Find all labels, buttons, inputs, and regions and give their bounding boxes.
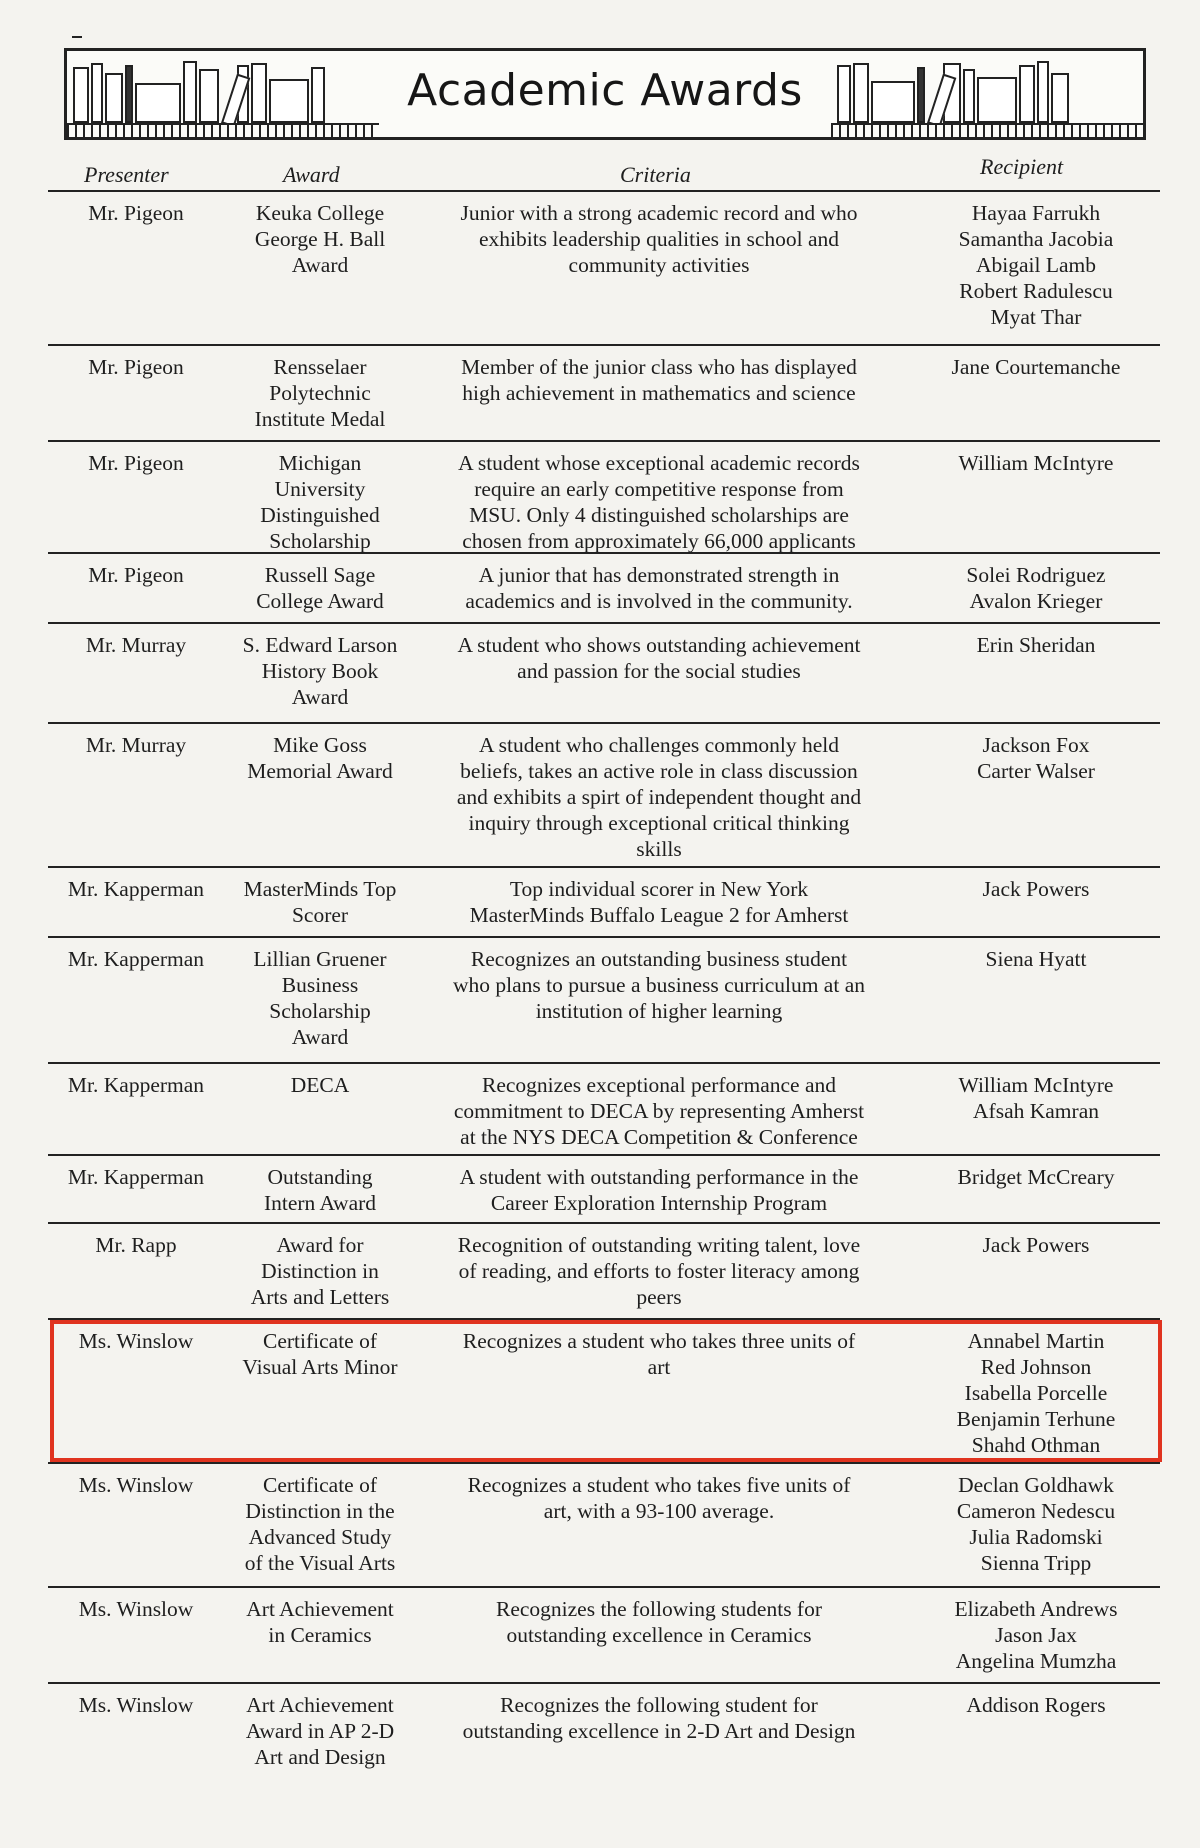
recipient-line: Julia Radomski xyxy=(969,1525,1103,1549)
award-line: Intern Award xyxy=(263,1191,377,1215)
recipient-line: Elizabeth Andrews xyxy=(954,1597,1118,1621)
award-line: Award in AP 2-D xyxy=(245,1719,395,1743)
award-cell xyxy=(220,1232,420,1310)
presenter-line: Mr. Pigeon xyxy=(88,451,184,475)
award-line: Award xyxy=(291,253,349,277)
presenter-line: Mr. Kapperman xyxy=(67,947,205,971)
criteria-line: skills xyxy=(636,837,682,861)
presenter-cell xyxy=(48,562,224,588)
recipient-line: Red Johnson xyxy=(980,1355,1092,1379)
criteria-line: beliefs, takes an active role in class discussion xyxy=(460,759,858,783)
award-cell xyxy=(220,632,420,710)
recipient-line: Myat Thar xyxy=(990,305,1082,329)
award-line: Art Achievement xyxy=(246,1597,394,1621)
award-line: Distinction in xyxy=(261,1259,379,1283)
recipient-cell xyxy=(912,450,1160,476)
award-line: Art Achievement xyxy=(246,1693,394,1717)
criteria-line: A student who shows outstanding achievement xyxy=(457,633,861,657)
criteria-line: Recognition of outstanding writing talent, love xyxy=(457,1233,861,1257)
recipient-cell xyxy=(912,1232,1160,1258)
criteria-cell xyxy=(420,1472,898,1524)
award-line: DECA xyxy=(290,1073,350,1097)
presenter-line: Mr. Rapp xyxy=(95,1233,177,1257)
bookshelf-left-icon xyxy=(67,51,379,137)
award-cell xyxy=(220,732,420,784)
recipient-line: Afsah Kamran xyxy=(973,1099,1099,1123)
criteria-cell xyxy=(420,562,898,614)
recipient-cell xyxy=(912,1072,1160,1124)
award-cell xyxy=(220,1692,420,1770)
award-line: Award xyxy=(291,685,349,709)
award-line: Keuka College xyxy=(255,201,385,225)
award-line: University xyxy=(274,477,366,501)
criteria-line: and passion for the social studies xyxy=(517,659,801,683)
recipient-line: Addison Rogers xyxy=(966,1693,1106,1717)
recipient-line: Samantha Jacobia xyxy=(958,227,1114,251)
recipient-line: Robert Radulescu xyxy=(959,279,1113,303)
recipient-cell xyxy=(912,200,1160,330)
criteria-line: Recognizes the following students for xyxy=(495,1597,823,1621)
award-line: Certificate of xyxy=(262,1329,377,1353)
criteria-cell xyxy=(420,1072,898,1150)
criteria-line: high achievement in mathematics and science xyxy=(462,381,856,405)
criteria-cell xyxy=(420,1232,898,1310)
criteria-line: who plans to pursue a business curriculum at an xyxy=(453,973,865,997)
criteria-cell xyxy=(420,876,898,928)
presenter-cell xyxy=(48,732,224,758)
header-award: Award xyxy=(283,162,340,187)
criteria-line: art, with a 93-100 average. xyxy=(543,1499,775,1523)
recipient-line: Sienna Tripp xyxy=(980,1551,1092,1575)
award-line: MasterMinds Top xyxy=(243,877,397,901)
criteria-line: institution of higher learning xyxy=(535,999,783,1023)
award-line: Arts and Letters xyxy=(250,1285,390,1309)
presenter-line: Mr. Pigeon xyxy=(88,355,184,379)
criteria-line: chosen from approximately 66,000 applicants xyxy=(462,529,856,553)
criteria-line: Recognizes exceptional performance and xyxy=(482,1073,836,1097)
award-line: S. Edward Larson xyxy=(242,633,398,657)
recipient-line: Solei Rodriguez xyxy=(966,563,1106,587)
recipient-cell xyxy=(912,732,1160,784)
presenter-cell xyxy=(48,1072,224,1098)
criteria-line: at the NYS DECA Competition & Conference xyxy=(460,1125,858,1149)
recipient-line: Angelina Mumzha xyxy=(955,1649,1117,1673)
criteria-line: Recognizes an outstanding business student xyxy=(470,947,848,971)
criteria-line: MSU. Only 4 distinguished scholarships are xyxy=(469,503,849,527)
criteria-line: inquiry through exceptional critical thinking xyxy=(468,811,850,835)
table-row xyxy=(48,190,1160,346)
criteria-cell xyxy=(420,200,898,278)
criteria-line: peers xyxy=(636,1285,682,1309)
award-line: Certificate of xyxy=(262,1473,377,1497)
award-line: Advanced Study xyxy=(248,1525,392,1549)
criteria-line: Recognizes a student who takes three units of xyxy=(462,1329,856,1353)
criteria-line: A student whose exceptional academic records xyxy=(458,451,860,475)
recipient-line: Jackson Fox xyxy=(982,733,1090,757)
criteria-cell xyxy=(420,1164,898,1216)
criteria-line: and exhibits a spirt of independent thought and xyxy=(456,785,862,809)
award-cell xyxy=(220,1472,420,1576)
award-line: Visual Arts Minor xyxy=(242,1355,398,1379)
presenter-line: Mr. Pigeon xyxy=(88,563,184,587)
criteria-cell xyxy=(420,1596,898,1648)
table-row xyxy=(48,1222,1160,1320)
award-cell xyxy=(220,876,420,928)
recipient-line: Jason Jax xyxy=(995,1623,1077,1647)
award-line: Scholarship xyxy=(269,999,371,1023)
criteria-line: commitment to DECA by representing Amherst xyxy=(453,1099,865,1123)
header-recipient: Recipient xyxy=(980,154,1064,179)
criteria-line: exhibits leadership qualities in school and xyxy=(478,227,840,251)
table-header xyxy=(48,150,1160,192)
criteria-line: of reading, and efforts to foster literacy among xyxy=(458,1259,860,1283)
criteria-cell xyxy=(420,732,898,862)
criteria-line: art xyxy=(647,1355,671,1379)
recipient-line: William McIntyre xyxy=(958,1073,1114,1097)
presenter-cell xyxy=(48,1164,224,1190)
table-row xyxy=(48,622,1160,724)
criteria-line: academics and is involved in the community. xyxy=(465,589,853,613)
recipient-line: Avalon Krieger xyxy=(969,589,1103,613)
presenter-cell xyxy=(48,354,224,380)
award-line: Distinguished xyxy=(260,503,380,527)
presenter-cell xyxy=(48,632,224,658)
recipient-line: William McIntyre xyxy=(958,451,1114,475)
award-line: Scholarship xyxy=(269,529,371,553)
recipient-cell xyxy=(912,946,1160,972)
recipient-line: Abigail Lamb xyxy=(975,253,1096,277)
presenter-line: Ms. Winslow xyxy=(78,1329,194,1353)
award-line: Art and Design xyxy=(254,1745,386,1769)
award-line: Russell Sage xyxy=(264,563,376,587)
recipient-line: Cameron Nedescu xyxy=(956,1499,1116,1523)
presenter-line: Ms. Winslow xyxy=(78,1473,194,1497)
criteria-line: outstanding excellence in 2-D Art and Design xyxy=(462,1719,856,1743)
recipient-line: Jane Courtemanche xyxy=(951,355,1121,379)
table-row xyxy=(48,936,1160,1064)
recipient-line: Jack Powers xyxy=(982,1233,1090,1257)
presenter-cell xyxy=(48,450,224,476)
recipient-line: Erin Sheridan xyxy=(976,633,1096,657)
recipient-line: Jack Powers xyxy=(982,877,1090,901)
presenter-line: Mr. Kapperman xyxy=(67,1073,205,1097)
recipient-cell xyxy=(912,1164,1160,1190)
award-line: Michigan xyxy=(278,451,362,475)
criteria-cell xyxy=(420,946,898,1024)
presenter-cell xyxy=(48,876,224,902)
recipient-cell xyxy=(912,1596,1160,1674)
criteria-line: Junior with a strong academic record and who xyxy=(460,201,858,225)
award-line: Award for xyxy=(276,1233,364,1257)
recipient-line: Siena Hyatt xyxy=(985,947,1087,971)
table-row xyxy=(48,1154,1160,1224)
recipient-cell xyxy=(912,1692,1160,1718)
award-line: Polytechnic xyxy=(269,381,371,405)
presenter-cell xyxy=(48,946,224,972)
award-cell xyxy=(220,1164,420,1216)
recipient-cell xyxy=(912,562,1160,614)
header-presenter: Presenter xyxy=(84,162,169,187)
criteria-cell xyxy=(420,450,898,554)
criteria-cell xyxy=(420,1328,898,1380)
presenter-cell xyxy=(48,1472,224,1498)
criteria-line: community activities xyxy=(568,253,750,277)
presenter-cell xyxy=(48,200,224,226)
award-line: Outstanding xyxy=(267,1165,373,1189)
recipient-cell xyxy=(912,354,1160,380)
presenter-cell xyxy=(48,1596,224,1622)
page-title: Academic Awards xyxy=(407,65,803,116)
criteria-line: A student with outstanding performance in the xyxy=(459,1165,859,1189)
criteria-line: A junior that has demonstrated strength in xyxy=(478,563,840,587)
presenter-line: Ms. Winslow xyxy=(78,1693,194,1717)
award-line: History Book xyxy=(261,659,379,683)
table-row xyxy=(48,1318,1160,1464)
recipient-line: Declan Goldhawk xyxy=(958,1473,1114,1497)
recipient-cell xyxy=(912,632,1160,658)
criteria-line: Member of the junior class who has displayed xyxy=(461,355,857,379)
recipient-line: Bridget McCreary xyxy=(957,1165,1115,1189)
header-criteria: Criteria xyxy=(620,162,691,187)
recipient-cell xyxy=(912,1472,1160,1576)
presenter-cell xyxy=(48,1692,224,1718)
presenter-line: Mr. Kapperman xyxy=(67,1165,205,1189)
award-line: Rensselaer xyxy=(273,355,367,379)
table-row xyxy=(48,722,1160,868)
award-line: Mike Goss xyxy=(273,733,367,757)
presenter-cell xyxy=(48,1232,224,1258)
award-cell xyxy=(220,946,420,1050)
award-line: Distinction in the xyxy=(245,1499,395,1523)
criteria-cell xyxy=(420,354,898,406)
criteria-line: Recognizes a student who takes five units of xyxy=(467,1473,851,1497)
presenter-line: Ms. Winslow xyxy=(78,1597,194,1621)
presenter-line: Mr. Kapperman xyxy=(67,877,205,901)
award-line: Institute Medal xyxy=(254,407,386,431)
criteria-line: Career Exploration Internship Program xyxy=(490,1191,828,1215)
award-line: College Award xyxy=(256,589,384,613)
criteria-line: Recognizes the following student for xyxy=(500,1693,818,1717)
award-line: in Ceramics xyxy=(268,1623,372,1647)
recipient-line: Benjamin Terhune xyxy=(956,1407,1116,1431)
recipient-line: Annabel Martin xyxy=(967,1329,1105,1353)
criteria-line: MasterMinds Buffalo League 2 for Amherst xyxy=(469,903,849,927)
recipient-line: Carter Walser xyxy=(977,759,1095,783)
table-row xyxy=(48,1682,1160,1790)
criteria-cell xyxy=(420,1692,898,1744)
recipient-line: Isabella Porcelle xyxy=(964,1381,1108,1405)
table-row xyxy=(48,1586,1160,1684)
award-line: Business xyxy=(281,973,359,997)
criteria-cell xyxy=(420,632,898,684)
table-row xyxy=(48,866,1160,938)
presenter-line: Mr. Murray xyxy=(85,733,187,757)
award-line: Lillian Gruener xyxy=(253,947,387,971)
criteria-line: require an early competitive response from xyxy=(474,477,844,501)
award-line: Award xyxy=(291,1025,349,1049)
table-row xyxy=(48,552,1160,624)
award-cell xyxy=(220,200,420,278)
bookshelf-right-icon xyxy=(831,51,1143,137)
award-cell xyxy=(220,450,420,554)
award-cell xyxy=(220,1072,420,1098)
table-row xyxy=(48,344,1160,442)
recipient-cell xyxy=(912,876,1160,902)
table-row xyxy=(48,1062,1160,1156)
award-cell xyxy=(220,1328,420,1380)
presenter-line: Mr. Murray xyxy=(85,633,187,657)
award-cell xyxy=(220,1596,420,1648)
recipient-line: Shahd Othman xyxy=(971,1433,1101,1457)
criteria-line: A student who challenges commonly held xyxy=(478,733,840,757)
award-cell xyxy=(220,354,420,432)
award-line: Memorial Award xyxy=(247,759,393,783)
award-line: of the Visual Arts xyxy=(244,1551,396,1575)
award-cell xyxy=(220,562,420,614)
presenter-cell xyxy=(48,1328,224,1354)
criteria-line: Top individual scorer in New York xyxy=(509,877,809,901)
page-mark xyxy=(72,36,82,38)
title-banner xyxy=(64,48,1146,140)
award-line: Scorer xyxy=(291,903,349,927)
recipient-cell xyxy=(912,1328,1160,1458)
table-row xyxy=(48,1462,1160,1588)
presenter-line: Mr. Pigeon xyxy=(88,201,184,225)
table-row xyxy=(48,440,1160,554)
award-line: George H. Ball xyxy=(254,227,386,251)
recipient-line: Hayaa Farrukh xyxy=(971,201,1101,225)
criteria-line: outstanding excellence in Ceramics xyxy=(506,1623,812,1647)
